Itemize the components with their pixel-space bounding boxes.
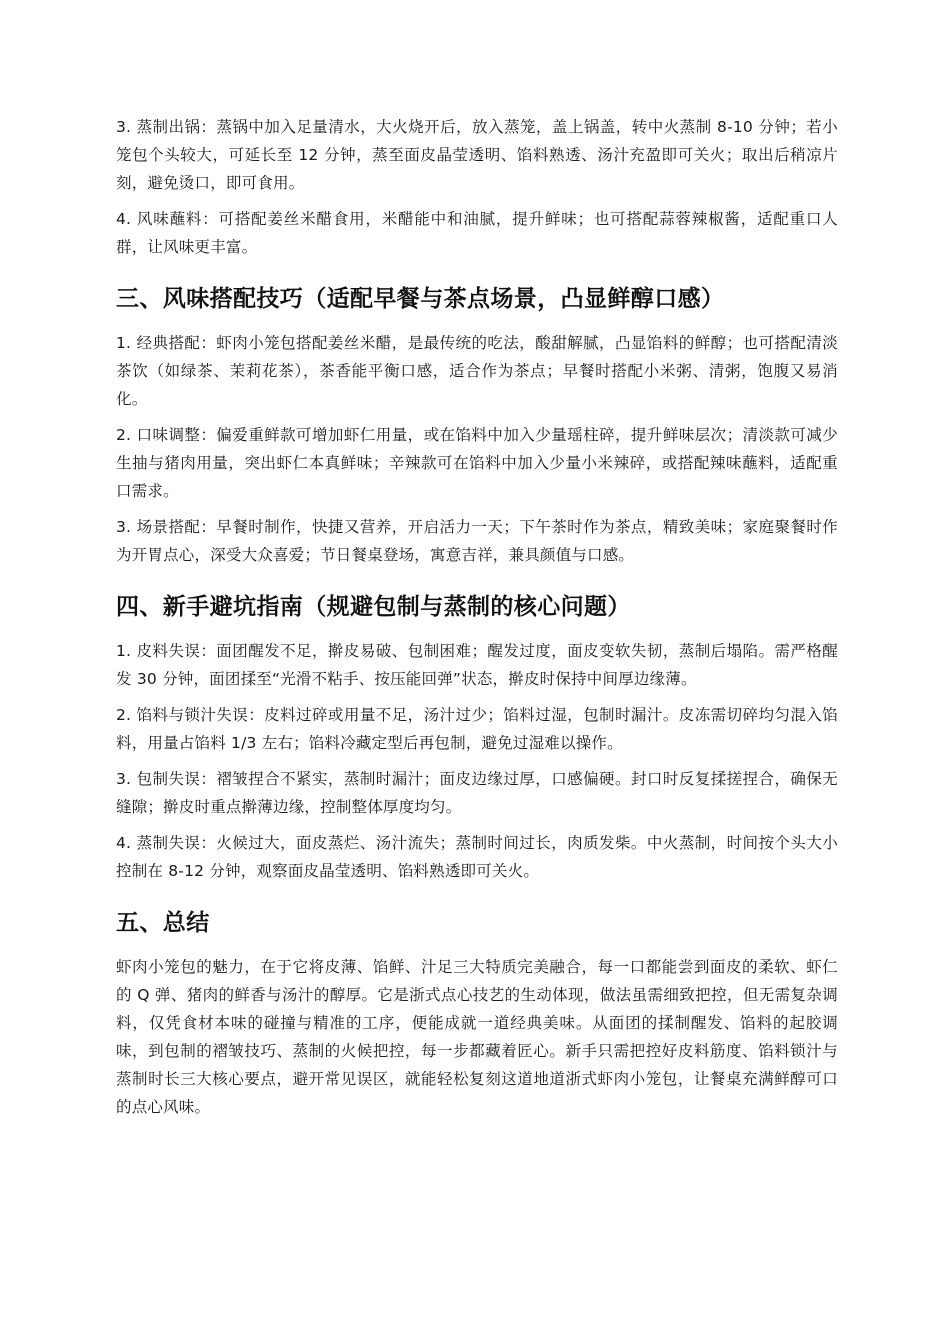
steaming-step-paragraph: 3. 蒸制出锅：蒸锅中加入足量清水，大火烧开后，放入蒸笼，盖上锅盖，转中火蒸制 8-10 分钟；若小笼包个头较大，可延长至 12 分钟，蒸至面皮晶莹透明、馅料熟透、汤汁充盈即可关火；取出后稍凉片刻，避免烫口，即可食用。 xyxy=(116,118,838,192)
pairing-item-taste-adjust: 2. 口味调整：偏爱重鲜款可增加虾仁用量，或在馅料中加入少量瑶柱碎，提升鲜味层次；清淡款可减少生抽与猪肉用量，突出虾仁本真鲜味；辛辣款可在馅料中加入少量小米辣碎，或搭配辣味蘸料，适配重口需求。 xyxy=(116,426,838,500)
section-heading-flavor-pairing: 三、风味搭配技巧（适配早餐与茶点场景，凸显鲜醇口感） xyxy=(116,286,725,312)
summary-paragraph: 虾肉小笼包的魅力，在于它将皮薄、馅鲜、汁足三大特质完美融合，每一口都能尝到面皮的柔软、虾仁的 Q 弹、猪肉的鲜香与汤汁的醇厚。它是浙式点心技艺的生动体现，做法虽需细致把控，但无需复杂调料，仅凭食材本味的碰撞与精准的工序，便能成就一道经典美味。从面团的揉制醒发、馅料的起胶调味，到包制的褶皱技巧、蒸制的火候把控，每一步都藏着匠心。新手只需把控好皮料筋度、馅料锁汁与蒸制时长三大核心要点，避开常见误区，就能轻松复刻这道地道浙式虾肉小笼包，让餐桌充满鲜醇可口的点心风味。 xyxy=(116,958,838,1116)
dipping-sauce-step-paragraph: 4. 风味蘸料：可搭配姜丝米醋食用，米醋能中和油腻，提升鲜味；也可搭配蒜蓉辣椒酱，适配重口人群，让风味更丰富。 xyxy=(116,210,838,256)
tip-item-steaming: 4. 蒸制失误：火候过大，面皮蒸烂、汤汁流失；蒸制时间过长，肉质发柴。中火蒸制，时间按个头大小控制在 8-12 分钟，观察面皮晶莹透明、馅料熟透即可关火。 xyxy=(116,834,838,880)
pairing-item-classic: 1. 经典搭配：虾肉小笼包搭配姜丝米醋，是最传统的吃法，酸甜解腻，凸显馅料的鲜醇；也可搭配清淡茶饮（如绿茶、茉莉花茶），茶香能平衡口感，适合作为茶点；早餐时搭配小米粥、清粥，饱腹又易消化。 xyxy=(116,334,838,408)
section-heading-summary: 五、总结 xyxy=(116,910,210,936)
section-heading-beginner-tips: 四、新手避坑指南（规避包制与蒸制的核心问题） xyxy=(116,594,631,620)
tip-item-dough: 1. 皮料失误：面团醒发不足，擀皮易破、包制困难；醒发过度，面皮变软失韧，蒸制后塌陷。需严格醒发 30 分钟，面团揉至“光滑不粘手、按压能回弹”状态，擀皮时保持中间厚边缘薄。 xyxy=(116,642,838,688)
tip-item-wrapping: 3. 包制失误：褶皱捏合不紧实，蒸制时漏汁；面皮边缘过厚，口感偏硬。封口时反复揉搓捏合，确保无缝隙；擀皮时重点擀薄边缘，控制整体厚度均匀。 xyxy=(116,770,838,816)
tip-item-filling: 2. 馅料与锁汁失误：皮料过碎或用量不足，汤汁过少；馅料过湿，包制时漏汁。皮冻需切碎均匀混入馅料，用量占馅料 1/3 左右；馅料冷藏定型后再包制，避免过湿难以操作。 xyxy=(116,706,838,752)
pairing-item-scenarios: 3. 场景搭配：早餐时制作，快捷又营养，开启活力一天；下午茶时作为茶点，精致美味；家庭聚餐时作为开胃点心，深受大众喜爱；节日餐桌登场，寓意吉祥，兼具颜值与口感。 xyxy=(116,518,838,564)
